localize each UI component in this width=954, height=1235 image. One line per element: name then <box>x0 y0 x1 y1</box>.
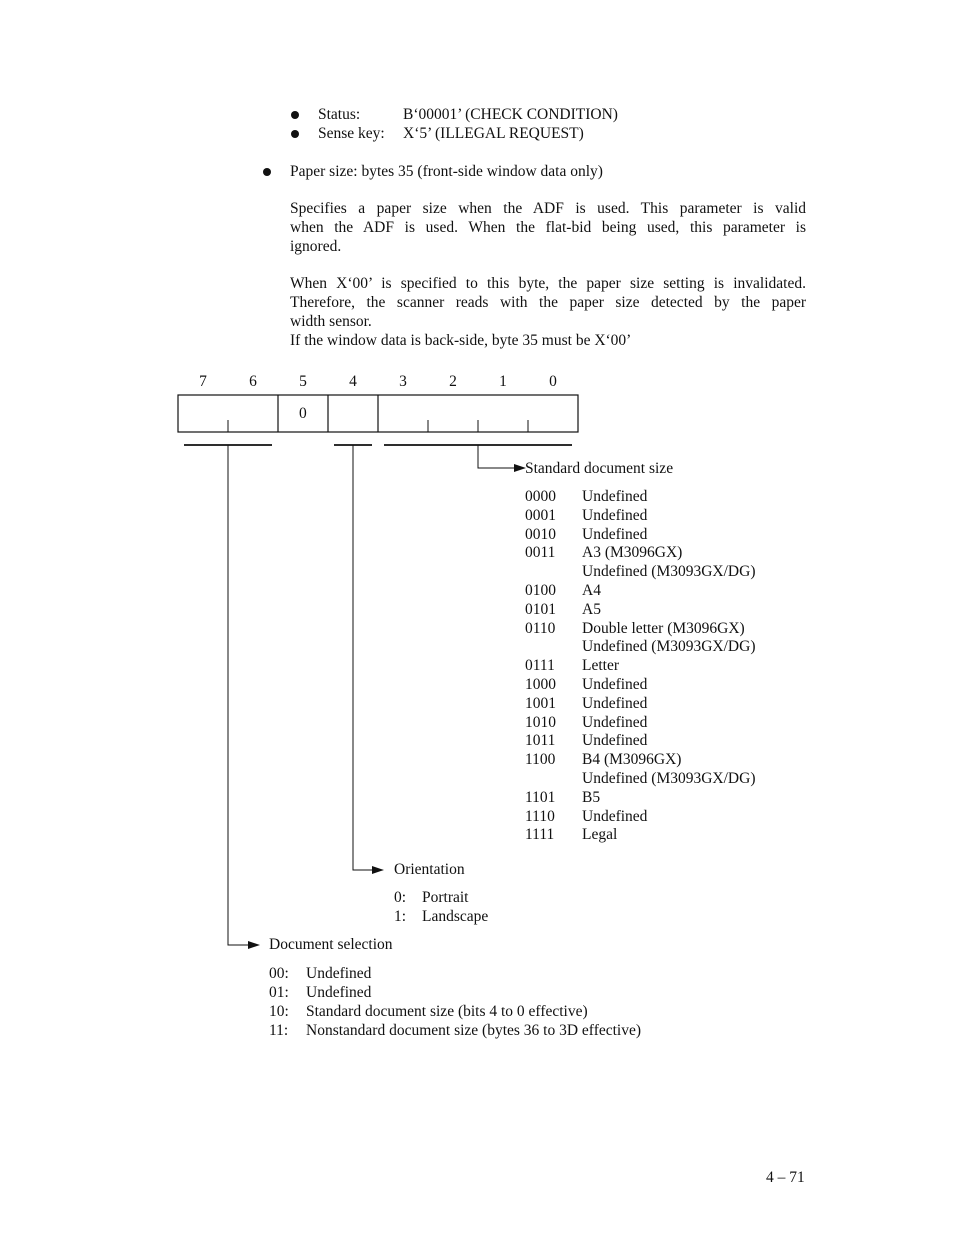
connector-line <box>353 445 372 870</box>
sense-key-label: Sense key: <box>318 125 385 142</box>
standard-size-code: 0100 <box>525 581 556 599</box>
standard-size-desc: Undefined (M3093GX/DG) <box>582 638 756 656</box>
standard-size-code: 0111 <box>525 657 555 675</box>
selection-code: 00: <box>269 965 289 982</box>
standard-size-code: 1010 <box>525 713 556 731</box>
bit-number-7: 7 <box>199 373 207 390</box>
standard-size-desc: Undefined <box>582 525 648 543</box>
selection-desc: Standard document size (bits 4 to 0 effective) <box>306 1003 588 1020</box>
bit-number-0: 0 <box>549 373 557 390</box>
paragraph-line: When X‘00’ is specified to this byte, the paper size setting is invalidated. <box>290 275 806 292</box>
standard-size-desc: Letter <box>582 657 620 675</box>
standard-size-desc: Undefined <box>582 732 648 750</box>
standard-size-desc: B5 <box>582 788 601 806</box>
standard-size-code: 1001 <box>525 694 556 712</box>
standard-size-code: 0110 <box>525 619 556 637</box>
standard-size-desc: Undefined <box>582 713 648 731</box>
standard-size-desc: Undefined <box>582 506 648 524</box>
standard-size-desc: Undefined <box>582 694 648 712</box>
bit-number-2: 2 <box>449 373 457 390</box>
standard-size-desc: Undefined <box>582 675 648 693</box>
selection-code: 11: <box>269 1022 289 1039</box>
orientation-code: 1: <box>394 908 407 925</box>
bit-number-5: 5 <box>299 373 307 390</box>
standard-size-code: 1111 <box>525 826 555 844</box>
standard-size-code: 0010 <box>525 525 556 543</box>
standard-size-desc: B4 (M3096GX) <box>582 751 682 769</box>
paragraph-line: Therefore, the scanner reads with the paper size detected by the paper <box>290 294 806 311</box>
selection-code: 01: <box>269 984 289 1001</box>
standard-size-desc: A5 <box>582 600 601 618</box>
standard-size-desc: Undefined (M3093GX/DG) <box>582 563 756 581</box>
standard-size-title: Standard document size <box>525 460 674 477</box>
standard-size-code: 0101 <box>525 600 556 618</box>
orientation-title: Orientation <box>394 861 465 878</box>
standard-size-code: 1011 <box>525 732 556 750</box>
orientation-desc: Portrait <box>422 889 469 906</box>
bit-number-4: 4 <box>349 373 357 390</box>
standard-size-code: 0001 <box>525 506 556 524</box>
standard-size-desc: A4 <box>582 581 601 599</box>
standard-size-code: 0011 <box>525 544 556 562</box>
arrow-icon <box>372 866 384 874</box>
standard-size-desc: Legal <box>582 826 618 844</box>
standard-size-desc: A3 (M3096GX) <box>582 544 683 562</box>
paragraph-line: If the window data is back-side, byte 35 must be X‘00’ <box>290 332 632 349</box>
bit-number-3: 3 <box>399 373 407 390</box>
status-label: Status: <box>318 106 361 123</box>
paragraph-line: when the ADF is used. When the flat-bid being used, this parameter is <box>290 219 806 236</box>
standard-size-code: 1100 <box>525 751 556 769</box>
bit-number-1: 1 <box>499 373 507 390</box>
standard-size-code: 1000 <box>525 675 556 693</box>
selection-desc: Undefined <box>306 984 372 1001</box>
paragraph-line: ignored. <box>290 238 342 255</box>
orientation-code: 0: <box>394 889 407 906</box>
selection-desc: Undefined <box>306 965 372 982</box>
standard-size-code: 1101 <box>525 788 556 806</box>
document-selection-title: Document selection <box>269 936 393 953</box>
standard-size-desc: Undefined <box>582 488 648 505</box>
selection-desc: Nonstandard document size (bytes 36 to 3D effective) <box>306 1022 642 1039</box>
arrow-icon <box>248 941 260 949</box>
selection-code: 10: <box>269 1003 289 1020</box>
connector-line <box>228 445 248 945</box>
paper-size-heading: Paper size: bytes 35 (front-side window data only) <box>290 163 603 180</box>
orientation-desc: Landscape <box>422 908 489 925</box>
standard-size-code: 0000 <box>525 488 556 505</box>
status-value: B‘00001’ (CHECK CONDITION) <box>403 106 618 123</box>
standard-size-desc: Undefined <box>582 807 648 825</box>
bit5-value: 0 <box>299 405 307 422</box>
sense-key-value: X‘5’ (ILLEGAL REQUEST) <box>403 125 584 142</box>
paragraph-line: Specifies a paper size when the ADF is used. This parameter is valid <box>290 200 806 217</box>
connector-line <box>478 445 514 468</box>
standard-size-desc: Undefined (M3093GX/DG) <box>582 769 756 787</box>
standard-size-desc: Double letter (M3096GX) <box>582 619 745 637</box>
paragraph-line: width sensor. <box>290 313 372 330</box>
bit-number-6: 6 <box>249 373 257 390</box>
page-number: 4 – 71 <box>766 1169 805 1186</box>
standard-size-code: 1110 <box>525 807 555 825</box>
